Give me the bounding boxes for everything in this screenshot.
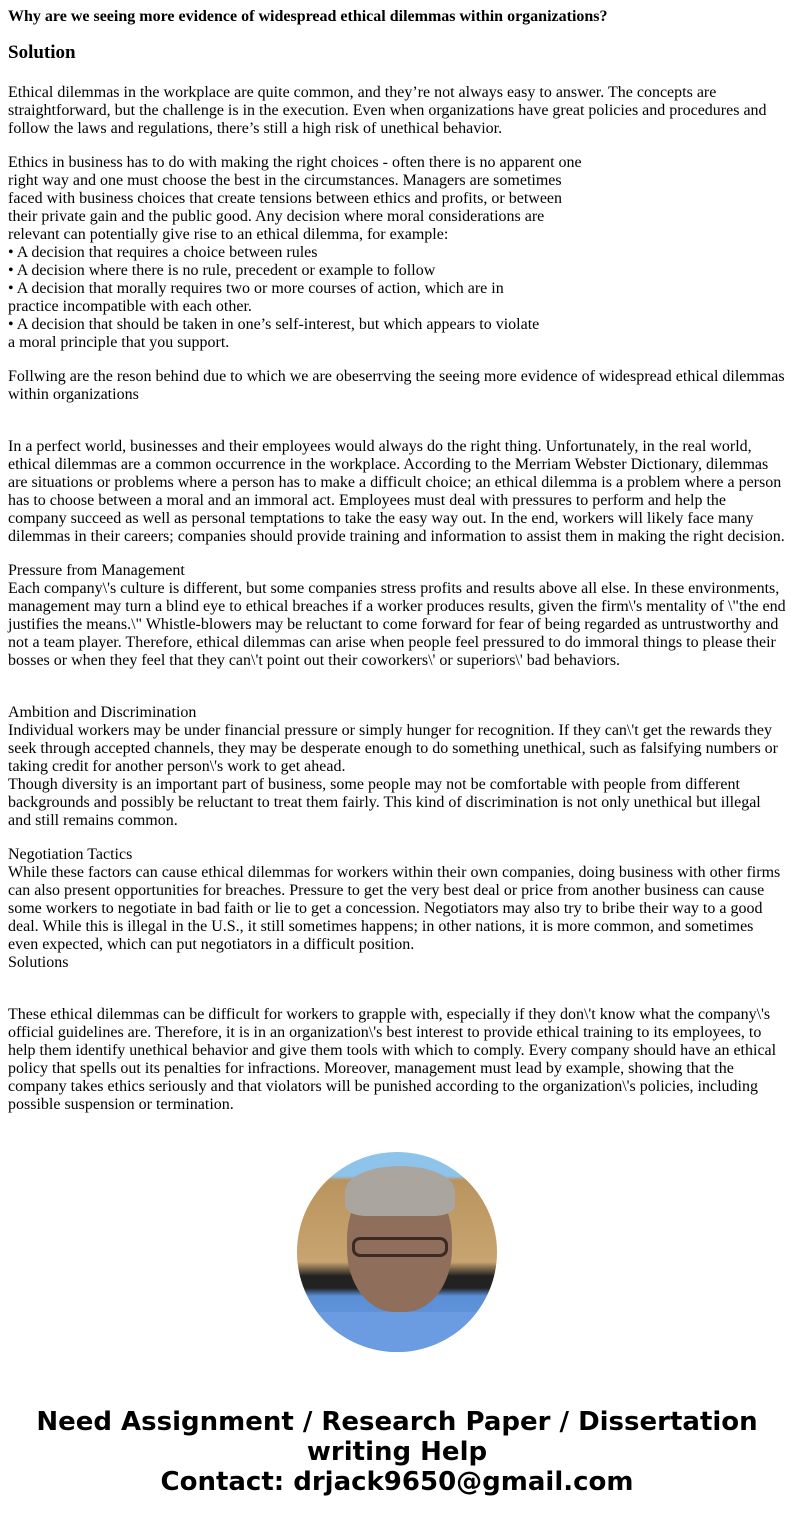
section-text: While these factors can cause ethical dilemmas for workers within their own companies, doing business with other firms can also present opportunities for breaches. Pressure to get the very best deal or price from another business can cause some workers to negotiate in bad faith or lie to get a concession. Negotiators may also try to bribe their way to a good deal. While this is illegal in the U.S., it still sometimes happens; in other nations, it is more common, and sometimes even expected, which can put negotiators in a difficult position.	[8, 864, 781, 953]
bullet-item: • A decision that requires a choice between rules	[8, 244, 318, 261]
solution-heading: Solution	[8, 42, 76, 63]
text-line: right way and one must choose the best in the circumstances. Managers are sometimes	[8, 172, 562, 189]
following-paragraph: Follwing are the reson behind due to which we are obeserrving the seeing more evidence of widespread ethical dilemmas within organizations	[8, 368, 785, 403]
question-title: Why are we seeing more evidence of widespread ethical dilemmas within organizations?	[8, 8, 608, 25]
bullet-item: • A decision where there is no rule, precedent or example to follow	[8, 262, 436, 279]
ethics-paragraph	[8, 154, 786, 352]
pressure-section	[8, 562, 786, 670]
section-title: Ambition and Discrimination	[8, 704, 197, 721]
footer-line: Need Assignment / Research Paper / Dissertation	[36, 1407, 758, 1437]
text-line: their private gain and the public good. Any decision where moral considerations are	[8, 208, 545, 225]
text-line: a moral principle that you support.	[8, 334, 230, 351]
bullet-item: • A decision that morally requires two or more courses of action, which are in	[8, 280, 504, 297]
intro-paragraph: Ethical dilemmas in the workplace are quite common, and they’re not always easy to answer. The concepts are straightforward, but the challenge is in the execution. Even when organizations have great policies and procedures and follow the laws and regulations, there’s still a high risk of unethical behavior.	[8, 84, 767, 137]
author-photo	[297, 1152, 497, 1352]
section-text: Though diversity is an important part of business, some people may not be comfortable with people from different backgrounds and possibly be reluctant to treat them fairly. This kind of discrimination is not only unethical but illegal and still remains common.	[8, 776, 761, 829]
text-line: relevant can potentially give rise to an ethical dilemma, for example:	[8, 226, 449, 243]
solutions-paragraph: These ethical dilemmas can be difficult for workers to grapple with, especially if they don\'t know what the company\'s official guidelines are. Therefore, it is in an organization\'s best interest to provide ethical training to its employees, to help them identify unethical behavior and give them tools with which to comply. Every company should have an ethical policy that spells out its penalties for infractions. Moreover, management must lead by example, showing that the company takes ethics seriously and that violators will be punished according to the organization\'s policies, including possible suspension or termination.	[8, 1006, 777, 1113]
section-text: Each company\'s culture is different, but some companies stress profits and results above all else. In these environments, management may turn a blind eye to ethical breaches if a worker produces results, given the firm\'s mentality of \"the end justifies the means.\" Whistle-blowers may be reluctant to come forward for fear of being regarded as untrustworthy and not a team player. Therefore, ethical dilemmas can arise when people feel pressured to do immoral things to please their bosses or when they feel that they can\'t point out their coworkers\' or superiors\' bad behaviors.	[8, 580, 786, 669]
footer-contact: Contact: drjack9650@gmail.com	[160, 1467, 634, 1497]
bullet-item: • A decision that should be taken in one’s self-interest, but which appears to violate	[8, 316, 540, 333]
ambition-section	[8, 704, 786, 830]
section-title: Pressure from Management	[8, 562, 185, 579]
text-line: Ethics in business has to do with making the right choices - often there is no apparent one	[8, 154, 582, 171]
footer-line: writing Help	[306, 1437, 488, 1467]
contact-footer	[8, 1407, 786, 1517]
text-line: faced with business choices that create tensions between ethics and profits, or between	[8, 190, 563, 207]
perfect-world-paragraph: In a perfect world, businesses and their employees would always do the right thing. Unfortunately, in the real world, ethical dilemmas are a common occurrence in the workplace. According to the Merriam Webster Dictionary, dilemmas are situations or problems where a person has to make a difficult choice; an ethical dilemma is a problem where a person has to choose between a moral and an immoral act. Employees must deal with pressures to perform and help the company succeed as well as personal temptations to take the easy way out. In the end, workers will likely face many dilemmas in their careers; companies should provide training and information to assist them in making the right decision.	[8, 438, 785, 545]
section-title: Solutions	[8, 954, 69, 971]
section-title: Negotiation Tactics	[8, 846, 133, 863]
section-text: Individual workers may be under financial pressure or simply hunger for recognition. If they can\'t get the rewards they seek through accepted channels, they may be desperate enough to do something unethical, such as falsifying numbers or taking credit for another person\'s work to get ahead.	[8, 722, 778, 775]
negotiation-section	[8, 846, 786, 972]
text-line: practice incompatible with each other.	[8, 298, 252, 315]
